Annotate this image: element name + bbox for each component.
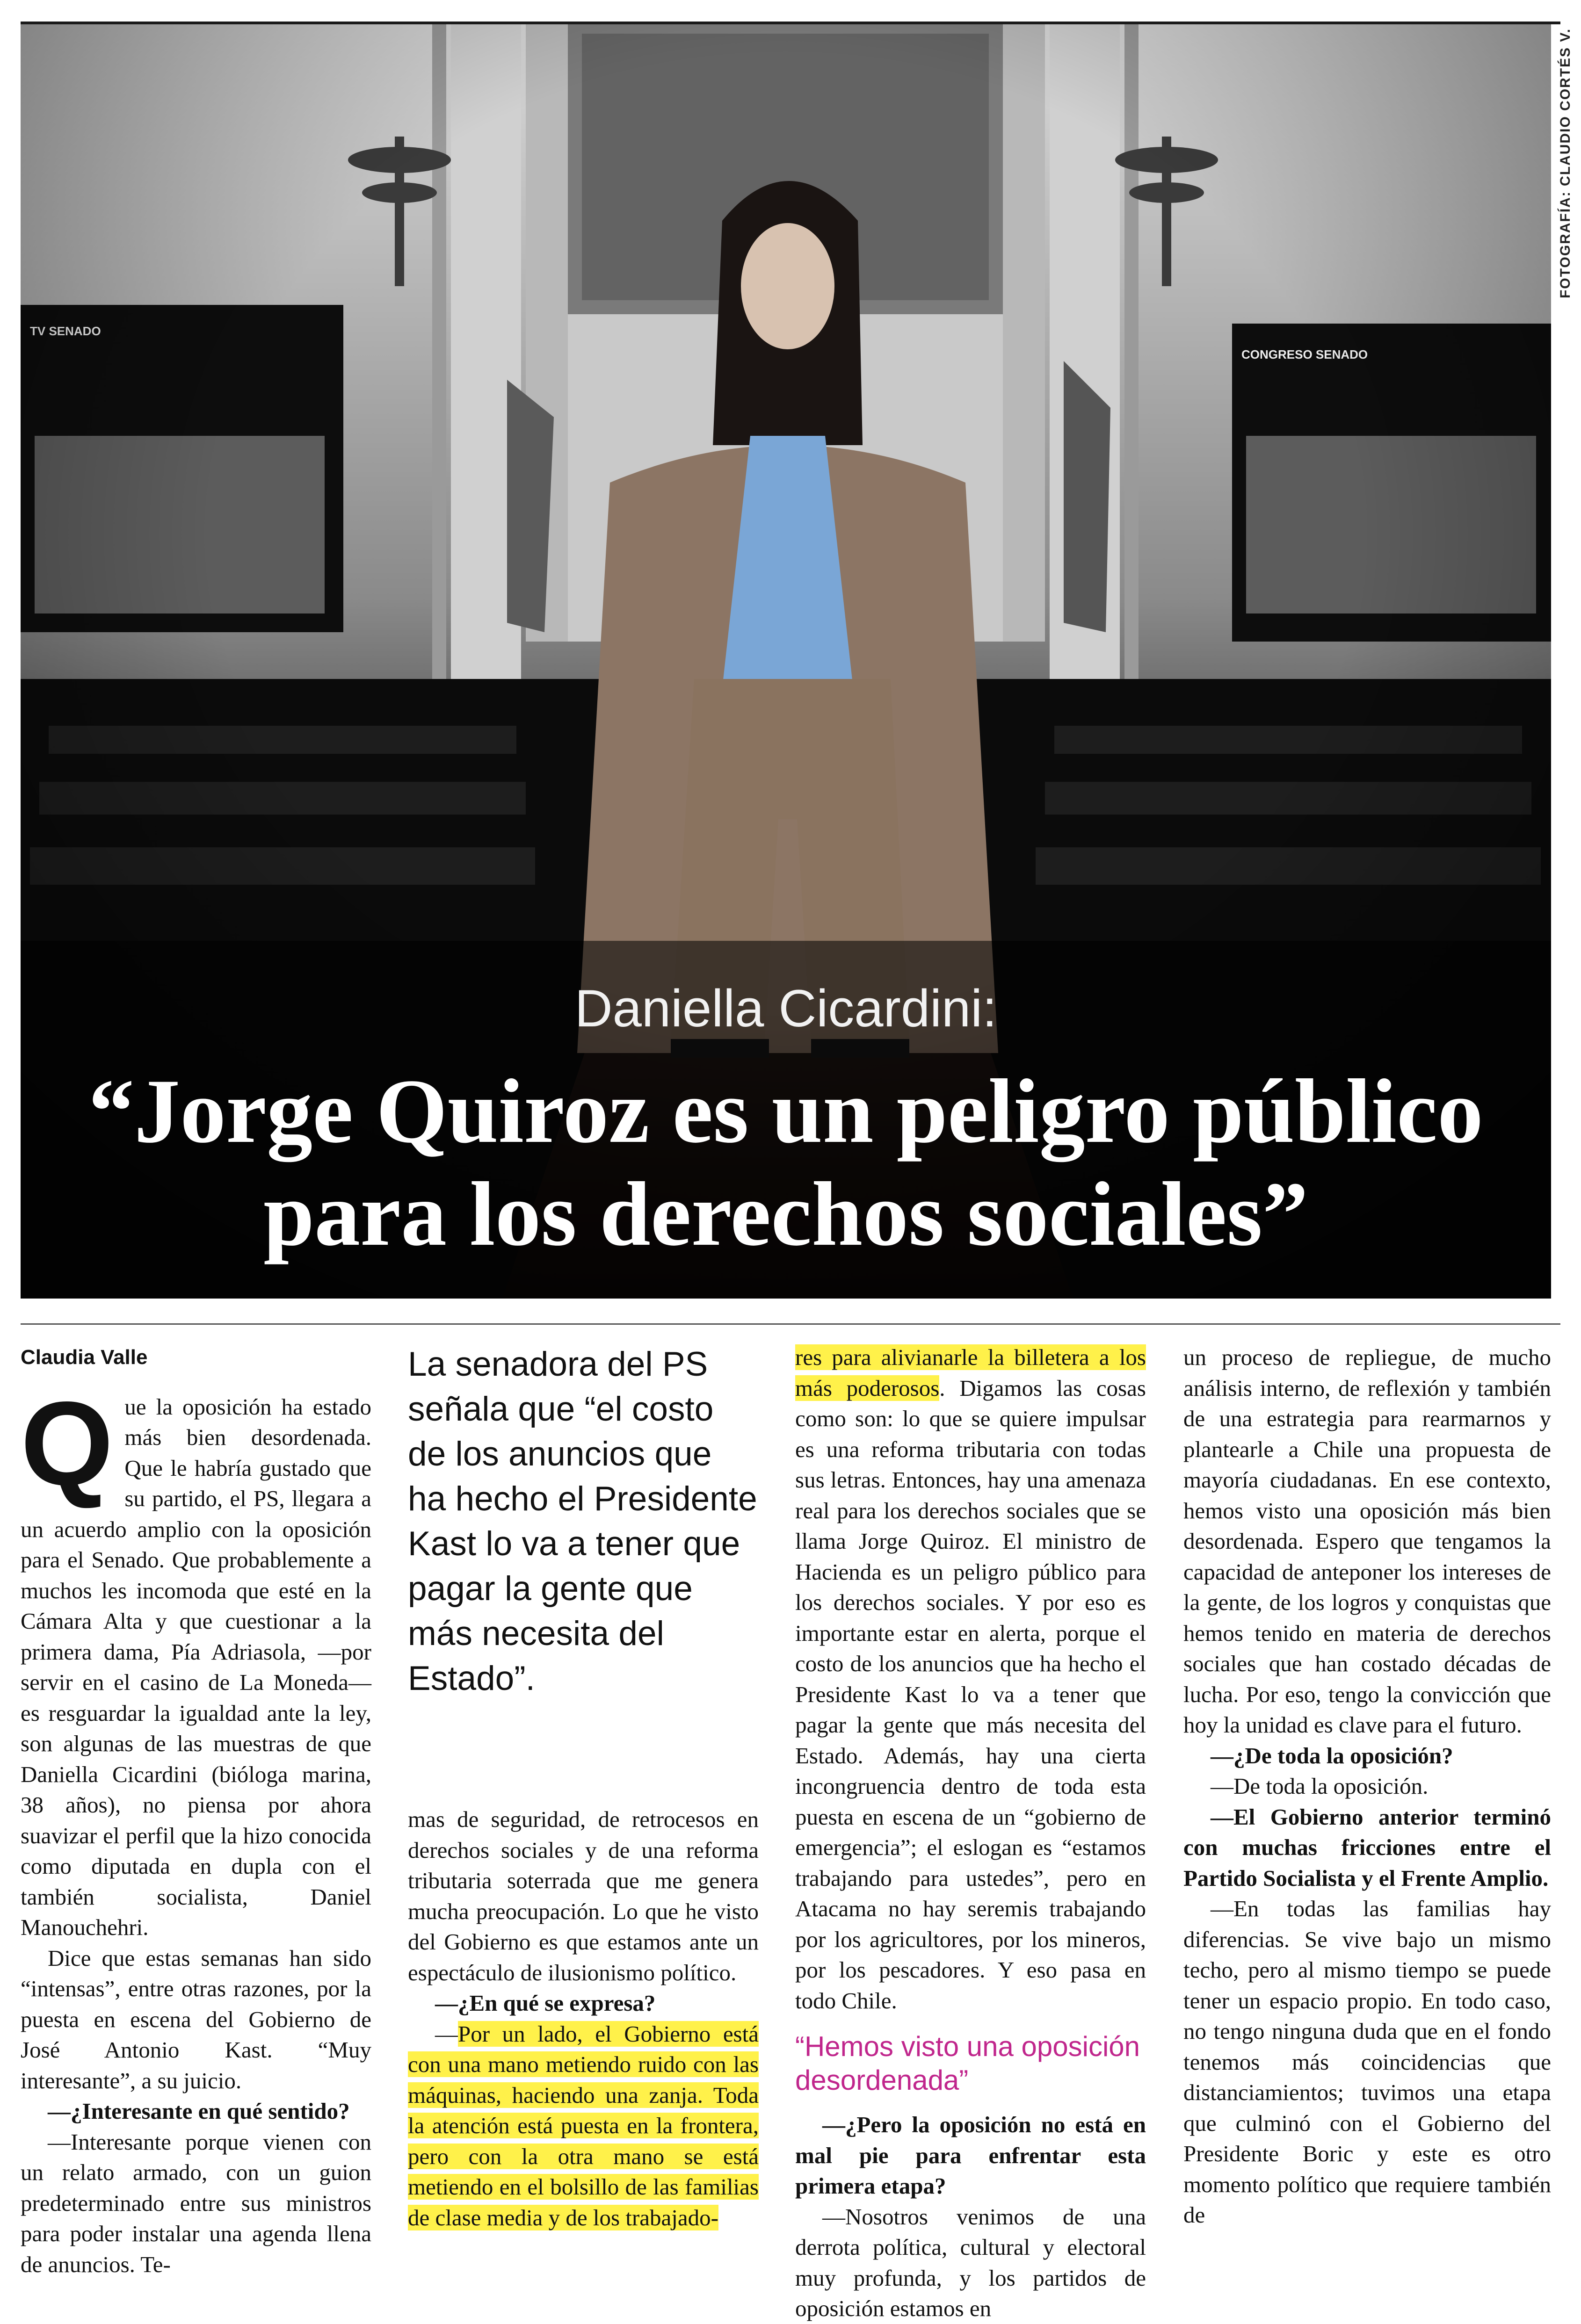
body-paragraph: un proceso de repliegue, de mucho análisis interno, de reflexión y también de una estrategia para rearmarnos y plantearle a Chile una propuesta de mayoría ciudadanas. En ese contexto, hemos visto una oposición más bien desordenada. Espero que tengamos la capacidad de anteponer los intereses de la gente, de los logros y conquistas que hemos tenido en materia de derechos sociales que han costado décadas de lucha. Por eso, tengo la convicción que hoy la unidad es clave para el futuro. — [1183, 1344, 1551, 1738]
section-divider — [21, 1323, 1560, 1325]
interview-question: —¿En qué se expresa? — [435, 1990, 656, 2016]
paragraph-text: . Digamos las cosas como son: lo que se quiere impulsar es una reforma tributaria con todas sus letras. Entonces, hay una amenaza real para los derechos sociales que se llama Jorge Quiroz. El ministro de Hacienda es un peligro público para los derechos sociales. Y por eso es importante estar en alerta, porque el costo de los anuncios que ha hecho el Presidente Kast lo va a tener que pagar la gente que más necesita del Estado. Además, hay una cierta incongruencia dentro de toda esta puesta en escena de un “gobierno de emergencia”; el eslogan es “estamos trabajando para ustedes”, pero en Atacama no hay seremis trabajando por los agricultores, por los mineros, por los pescadores. Y eso pasa en todo Chile. — [795, 1375, 1146, 2014]
highlighted-text: Por un lado, el Gobierno está con una mano metiendo ruido con las máquinas, haciendo una zanja. Toda la atención está puesta en la frontera, pero con la otra mano se está metiendo en el bolsillo de las familias de clase media y de los trabajado- — [408, 2021, 759, 2230]
headline-line-2: para los derechos sociales” — [263, 1163, 1308, 1265]
photo-credit: FOTOGRAFÍA: CLAUDIO CORTÉS V. — [1558, 28, 1573, 299]
pull-quote: La senadora del PS señala que “el costo de los anuncios que ha hecho el Presidente Kast lo va a tener que pagar la gente que más necesita del Estado”. — [408, 1345, 757, 1697]
headline-line-1: “Jorge Quiroz es un peligro público — [88, 1061, 1483, 1162]
byline: Claudia Valle — [21, 1346, 148, 1369]
interview-answer: —De toda la oposición. — [1211, 1773, 1429, 1799]
article-kicker: Daniella Cicardini: — [574, 979, 997, 1038]
answer-dash: — — [435, 2021, 458, 2047]
interview-answer — [408, 2019, 759, 2233]
hero-photo — [21, 24, 1551, 1299]
intro-paragraph: ue la oposición ha estado más bien desordenada. Que le habría gustado que su partido, el PS, llegara a un acuerdo amplio con la oposición para el Senado. Que probablemente a muchos les incomoda que esté en la Cámara Alta y que cuestionar a la primera dama, Pía Adriasola, —por servir en el casino de La Moneda— es resguardar la igualdad ante la ley, son algunas de las muestras de que Daniella Cicardini (bióloga marina, 38 años), no piensa por ahora suavizar el perfil que la hizo conocida como diputada en dupla con el también socialista, Daniel Manouchehri. — [21, 1393, 371, 1940]
article-column-4 — [1183, 1342, 1551, 2230]
interview-answer: —En todas las familias hay diferencias. Se vive bajo un mismo techo, pero al mismo tiempo se puede tener un espacio propio. En todo caso, no tengo ninguna duda que en el fondo tenemos más coincidencias que distanciamientos; tuvimos una etapa que culminó con el Gobierno del Presidente Boric y este es otro momento político que requiere también de — [1183, 1896, 1551, 2228]
interview-question: —¿De toda la oposición? — [1211, 1742, 1453, 1768]
interview-question: —¿Pero la oposición no está en mal pie para enfrentar esta primera etapa? — [795, 2112, 1146, 2199]
article-column-3 — [795, 1342, 1146, 2324]
article-column-2 — [408, 1342, 759, 2233]
section-subhead: “Hemos visto una oposición desordenada” — [795, 2031, 1140, 2096]
drop-cap: Q — [21, 1377, 114, 1510]
article-headline — [21, 1060, 1551, 1266]
interview-question: —¿Interesante en qué sentido? — [48, 2098, 350, 2124]
interview-answer: —Interesante porque vienen con un relato armado, con un guion predeterminado entre sus ministros para poder instalar una agenda llena de anuncios. Te- — [21, 2129, 371, 2277]
interview-answer: —Nosotros venimos de una derrota política, cultural y electoral muy profunda, y los partidos de oposición estamos en — [795, 2203, 1146, 2321]
interview-question: —El Gobierno anterior terminó con muchas fricciones entre el Partido Socialista y el Frente Amplio. — [1183, 1804, 1551, 1891]
article-column-1 — [21, 1342, 371, 2280]
highlighted-text: res para alivianarle la billetera a los más poderosos — [795, 1344, 1146, 1401]
body-paragraph — [795, 1342, 1146, 2016]
body-paragraph: Dice que estas semanas han sido “intensas”, entre otras razones, por la puesta en escena del Gobierno de José Antonio Kast. “Muy interesante”, a su juicio. — [21, 1945, 371, 2093]
body-paragraph: mas de seguridad, de retrocesos en derechos sociales y de una reforma tributaria soterrada que me genera mucha preocupación. Lo que he visto del Gobierno es que estamos ante un espectáculo de ilusionismo político. — [408, 1806, 759, 1985]
